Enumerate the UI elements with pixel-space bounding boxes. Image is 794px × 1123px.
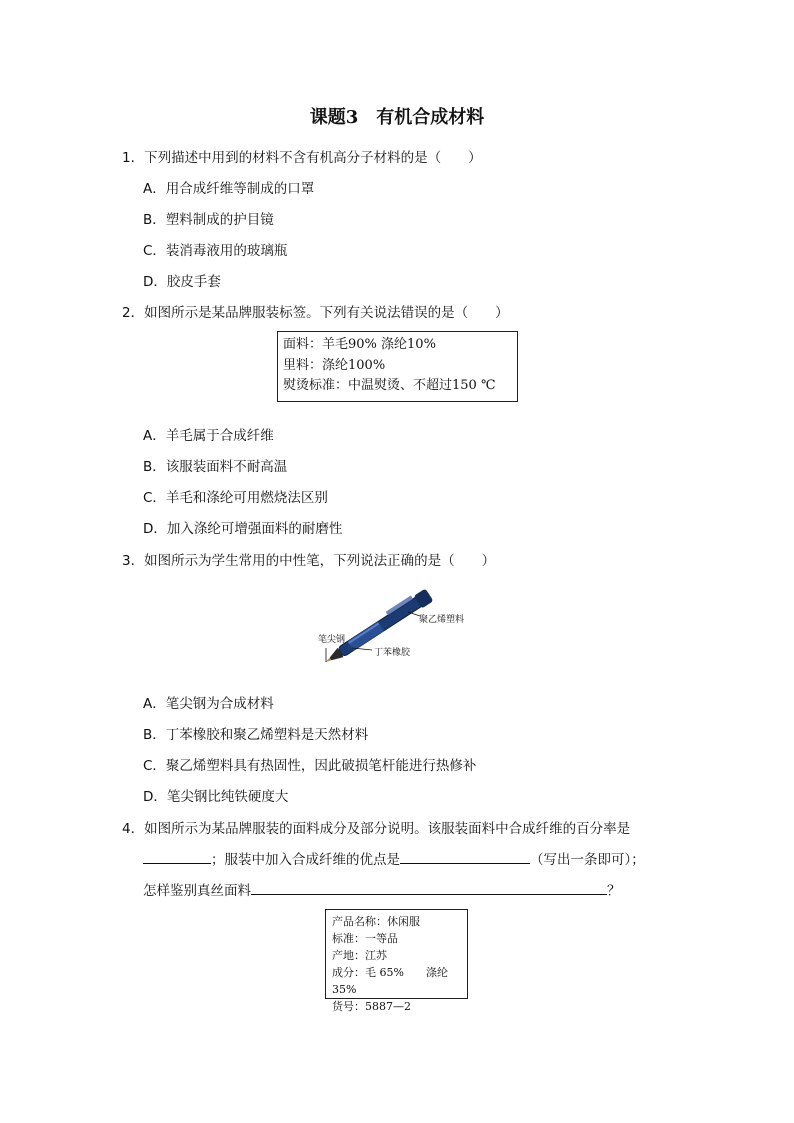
q4-line2-mid: ；服装中加入合成纤维的优点是 — [211, 852, 400, 868]
q3-option-a: A．笔尖钢为合成材料 — [143, 696, 274, 712]
answer-blank-1[interactable] — [143, 849, 211, 864]
answer-blank-2[interactable] — [400, 849, 530, 864]
question-2-stem: 2．如图所示是某品牌服装标签。下列有关说法错误的是（ ） — [122, 305, 509, 321]
product-item-number: 货号：5887—2 — [332, 1000, 411, 1013]
page-title: 课题3 有机合成材料 — [309, 107, 485, 128]
product-name: 产品名称：休闲服 — [332, 915, 420, 928]
q4-line3-end: ？ — [607, 883, 621, 899]
q1-option-a: A．用合成纤维等制成的口罩 — [143, 181, 315, 197]
product-label-box — [325, 909, 468, 1013]
q1-option-c: C．装消毒液用的玻璃瓶 — [143, 243, 288, 259]
q4-line2-end: （写出一条即可）； — [530, 852, 645, 868]
q4-line3-start: 怎样鉴别真丝面料 — [143, 883, 251, 899]
question-1-stem: 1．下列描述中用到的材料不含有机高分子材料的是（ ） — [122, 150, 482, 166]
q2-option-c: C．羊毛和涤纶可用燃烧法区别 — [143, 490, 328, 506]
question-3-stem: 3．如图所示为学生常用的中性笔，下列说法正确的是（ ） — [122, 553, 496, 569]
question-4-line3 — [143, 879, 621, 899]
product-grade: 标准：一等品 — [332, 932, 398, 945]
label-line-lining: 里料：涤纶100% — [283, 357, 386, 373]
question-4-line2 — [143, 848, 645, 868]
q1-option-d: D．胶皮手套 — [143, 274, 221, 290]
label-polyethylene-plastic: 聚乙烯塑料 — [419, 615, 465, 625]
q3-option-d: D．笔尖钢比纯铁硬度大 — [143, 789, 289, 805]
product-origin: 产地：江苏 — [332, 949, 387, 962]
q2-option-a: A．羊毛属于合成纤维 — [143, 428, 274, 444]
label-sbr-rubber: 丁苯橡胶 — [374, 648, 411, 658]
question-4-stem: 4．如图所示为某品牌服装的面料成分及部分说明。该服装面料中合成纤维的百分率是 — [122, 821, 631, 837]
product-composition: 成分：毛 65% 涤纶 35% — [332, 966, 448, 996]
q1-option-b: B．塑料制成的护目镜 — [143, 212, 274, 228]
label-line-ironing: 熨烫标准：中温熨烫、不超过150 ℃ — [283, 378, 496, 393]
label-nib-steel: 笔尖钢 — [318, 635, 346, 645]
q2-option-d: D．加入涤纶可增强面料的耐磨性 — [143, 521, 343, 537]
q2-option-b: B．该服装面料不耐高温 — [143, 459, 288, 475]
clothing-label-box — [277, 331, 518, 402]
q3-option-c: C．聚乙烯塑料具有热固性，因此破损笔杆能进行热修补 — [143, 758, 477, 774]
answer-blank-3[interactable] — [251, 880, 607, 895]
gel-pen-figure — [316, 582, 476, 667]
q3-option-b: B．丁苯橡胶和聚乙烯塑料是天然材料 — [143, 727, 369, 743]
label-line-fabric: 面料：羊毛90% 涤纶10% — [283, 337, 436, 352]
